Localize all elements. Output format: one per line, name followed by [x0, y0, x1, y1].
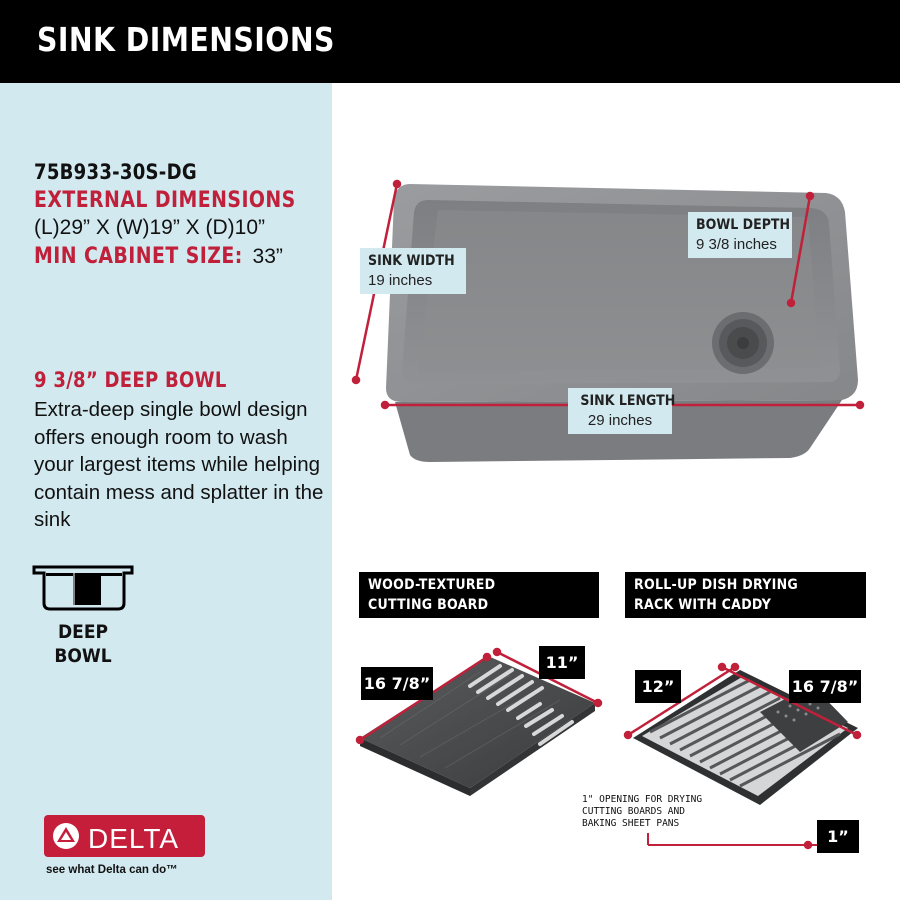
sink-length-value: 29 inches [587, 412, 653, 429]
rack-length-badge: 16 7/8” [789, 670, 861, 703]
sink-width-title: SINK WIDTH [368, 253, 455, 269]
rack-opening-badge: 1” [817, 820, 859, 853]
opening-note-line-3: BAKING SHEET PANS [582, 818, 680, 829]
sink-width-label [360, 248, 466, 294]
drying-rack-title-line-1: ROLL-UP DISH DRYING [634, 577, 799, 593]
icon-label-line-2: BOWL [54, 645, 112, 667]
sink-width-value: 19 inches [368, 272, 433, 289]
board-length-badge: 16 7/8” [361, 667, 433, 700]
sink-length-title: SINK LENGTH [580, 393, 676, 409]
deep-bowl-title: 9 3/8” DEEP BOWL [34, 368, 227, 392]
icon-label-line-1: DEEP [57, 621, 109, 643]
opening-note-line-1: 1" OPENING FOR DRYING [582, 794, 703, 805]
sink-length-label [568, 388, 676, 434]
bowl-depth-title: BOWL DEPTH [696, 217, 791, 233]
drying-rack-title [625, 572, 866, 618]
opening-note-line-2: CUTTING BOARDS AND [582, 806, 685, 817]
bowl-depth-label [688, 212, 792, 258]
external-dimensions-label: EXTERNAL DIMENSIONS [34, 188, 296, 213]
delta-logo-text: DELTA [88, 823, 180, 854]
rack-opening-note [582, 794, 702, 830]
board-width-badge: 11” [539, 646, 585, 679]
bowl-depth-value: 9 3/8 inches [696, 236, 777, 253]
model-number: 75B933-30S-DG [34, 160, 197, 184]
rack-width-badge: 12” [635, 670, 681, 703]
page-title: SINK DIMENSIONS [37, 20, 335, 59]
cutting-board-title [359, 572, 599, 618]
min-cabinet-value: 33” [246, 245, 283, 268]
drying-rack-title-line-2: RACK WITH CADDY [634, 597, 772, 613]
cutting-board-title-line-1: WOOD-TEXTURED [368, 577, 496, 593]
external-dimensions-value: (L)29” X (W)19” X (D)10” [34, 216, 266, 239]
cutting-board-title-line-2: CUTTING BOARD [368, 597, 489, 613]
delta-tagline: see what Delta can do™ [46, 864, 178, 876]
deep-bowl-description: Extra-deep single bowl design offers enough room to wash your largest items while helping contain mess and splatter in the sink [34, 398, 324, 531]
min-cabinet-label: MIN CABINET SIZE: [34, 244, 243, 269]
